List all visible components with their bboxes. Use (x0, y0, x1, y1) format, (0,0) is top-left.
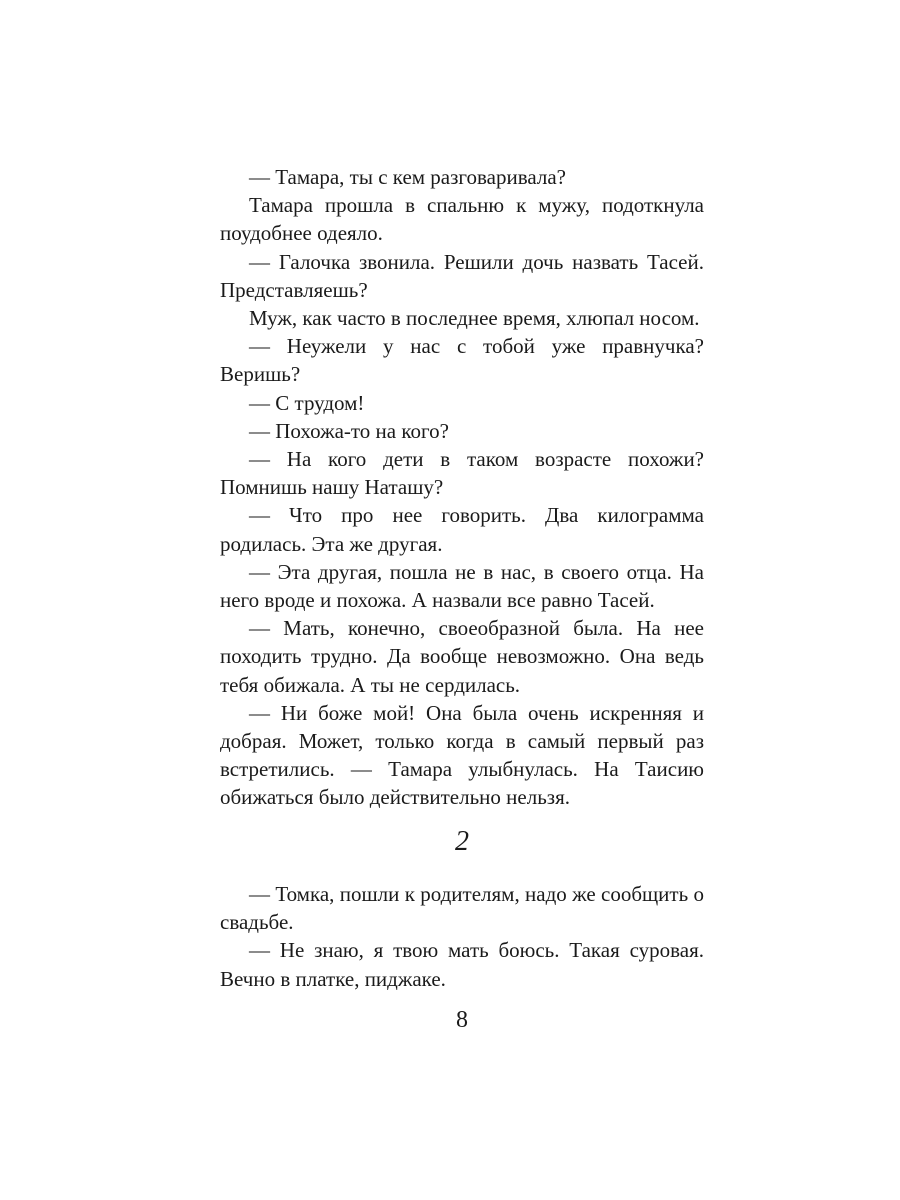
paragraph: — Галочка звонила. Решили дочь назвать Тасей. Представляешь? (220, 249, 704, 302)
paragraph: — Томка, пошли к родителям, надо же сообщить о свадьбе. (220, 882, 704, 935)
paragraph: — Что про нее говорить. Два килограмма родилась. Эта же другая. (220, 503, 704, 556)
text-block-top (220, 163, 704, 812)
paragraph: — Похожа-то на кого? (249, 418, 449, 443)
paragraph: Муж, как часто в последнее время, хлюпал носом. (249, 306, 700, 331)
paragraph: — Тамара, ты с кем разговаривала? (249, 165, 566, 189)
paragraph: — Неужели у нас с тобой уже правнучка? Веришь? (220, 334, 704, 387)
paragraph: — Ни боже мой! Она была очень искренняя и добрая. Может, только когда в самый первый раз встретились. — Тамара улыбнулась. На Таисию обижаться было действительно нельзя. (220, 700, 704, 810)
paragraph: — Мать, конечно, своеобразной была. На нее походить трудно. Да вообще невозможно. Она ведь тебя обижала. А ты не сердилась. (220, 616, 704, 697)
chapter-number: 2 (455, 826, 469, 857)
paragraph: — На кого дети в таком возрасте похожи? Помнишь нашу Наташу? (220, 447, 704, 500)
page-number: 8 (456, 1007, 468, 1033)
paragraph: Тамара прошла в спальню к мужу, подоткнула поудобнее одеяло. (220, 193, 704, 246)
paragraph: — Эта другая, пошла не в нас, в своего отца. На него вроде и похожа. А назвали все равно Тасей. (220, 559, 704, 613)
text-block-bottom (220, 880, 704, 993)
paragraph: — С трудом! (249, 390, 365, 415)
paragraph: — Не знаю, я твою мать боюсь. Такая суровая. Вечно в платке, пиджаке. (220, 938, 704, 991)
